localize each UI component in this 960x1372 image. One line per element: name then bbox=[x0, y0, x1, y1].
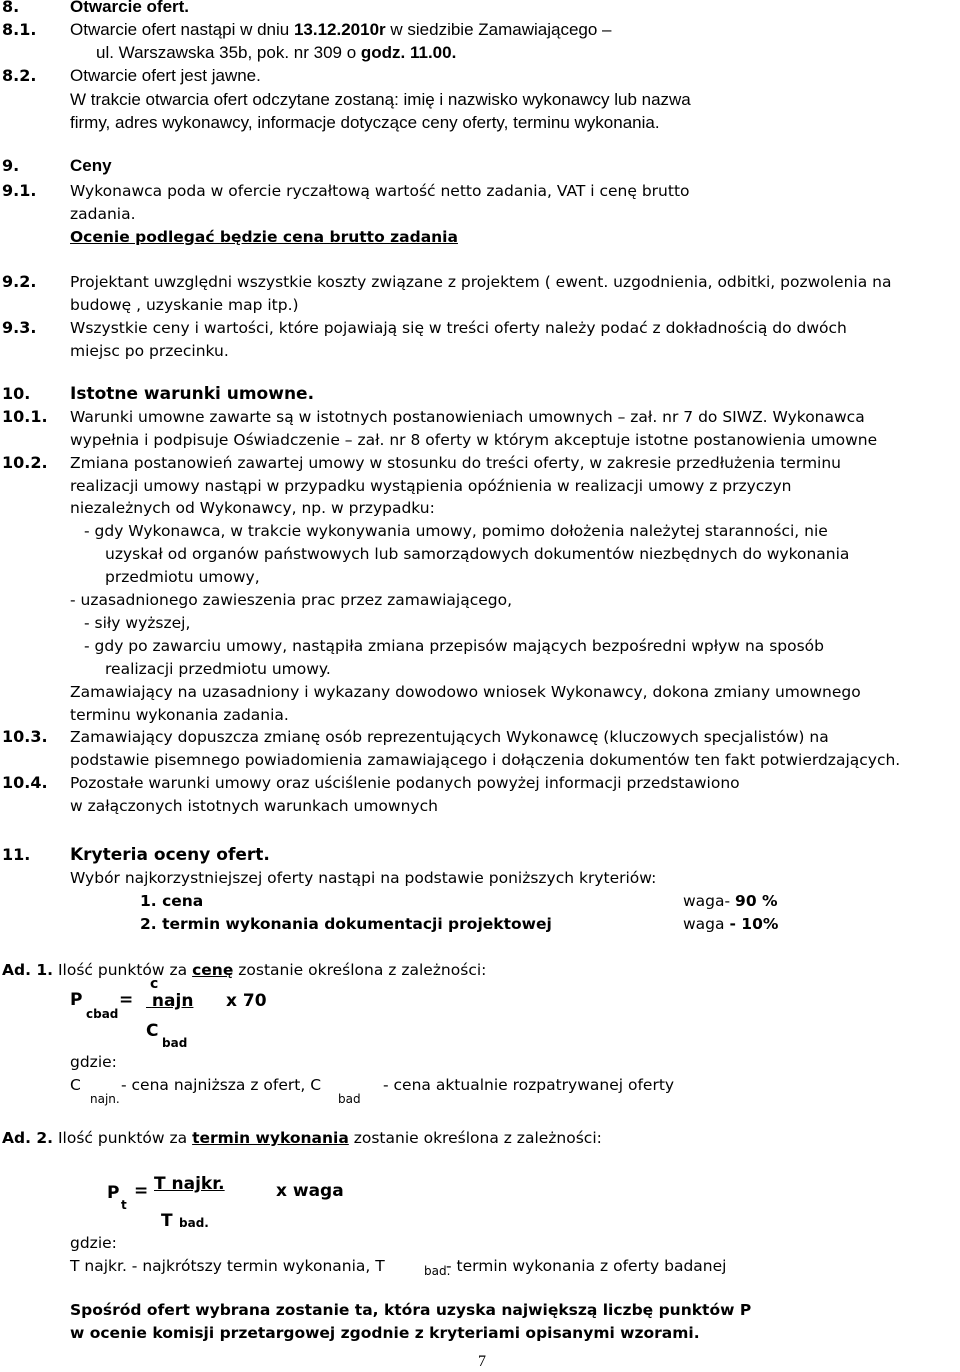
formula2-multiplier: x waga bbox=[276, 1181, 344, 1201]
criterion-2-label: 2. termin wykonania dokumentacji projektowej bbox=[140, 915, 552, 933]
formula2-denominator-subscript: bad. bbox=[179, 1216, 209, 1230]
item-10-4-text-line2: w załączonych istotnych warunkach umownych bbox=[70, 797, 438, 815]
item-10-2-number: 10.2. bbox=[2, 453, 48, 472]
ad1-legend: C bbox=[70, 1076, 81, 1094]
formula2-equals: = bbox=[134, 1181, 149, 1201]
page-number: 7 bbox=[478, 1353, 486, 1370]
criteria-intro: Wybór najkorzystniejszej oferty nastąpi na podstawie poniższych kryteriów: bbox=[70, 869, 657, 887]
item-10-1-number: 10.1. bbox=[2, 407, 48, 426]
ad2-legend-sub: bad. bbox=[424, 1264, 451, 1278]
bullet-3: - siły wyższej, bbox=[84, 614, 191, 632]
ad2-gdzie: gdzie: bbox=[70, 1234, 117, 1252]
item-8-2-text-line3: firmy, adres wykonawcy, informacje dotyczące ceny oferty, terminu wykonania. bbox=[70, 113, 660, 132]
item-10-2-text-line4: Zamawiający na uzasadniony i wykazany dowodowo wniosek Wykonawcy, dokona zmiany umownego bbox=[70, 683, 861, 701]
formula2-P: P bbox=[107, 1183, 120, 1203]
item-10-2-text-line5: terminu wykonania zadania. bbox=[70, 706, 289, 724]
item-9-3-text-line2: miejsc po przecinku. bbox=[70, 342, 229, 360]
criterion-1-weight: waga- 90 % bbox=[683, 892, 778, 910]
item-9-2-text-line1: Projektant uwzględni wszystkie koszty związane z projektem ( ewent. uzgodnienia, odbitki, pozwolenia na bbox=[70, 273, 892, 291]
criterion-2-weight: waga - 10% bbox=[683, 915, 779, 933]
item-10-4-number: 10.4. bbox=[2, 773, 48, 792]
bullet-1-line1: - gdy Wykonawca, w trakcie wykonywania umowy, pomimo dołożenia należytej staranności, nie bbox=[84, 522, 828, 540]
item-10-2-text-line2: realizacji umowy nastąpi w przypadku wystąpienia opóźnienia w realizacji umowy z przyczyn bbox=[70, 477, 792, 495]
ad2-heading: Ad. 2. Ilość punktów za termin wykonania zostanie określona z zależności: bbox=[2, 1129, 602, 1147]
item-9-1-emphasis: Ocenie podlegać będzie cena brutto zadania bbox=[70, 228, 458, 246]
bullet-4-line2: realizacji przedmiotu umowy. bbox=[105, 660, 331, 678]
item-10-1-text-line2: wypełnia i podpisuje Oświadczenie – zał. nr 8 oferty w którym akceptuje istotne postanowienia umowne bbox=[70, 431, 878, 449]
item-9-1-number: 9.1. bbox=[2, 181, 37, 200]
final-statement-line1: Spośród ofert wybrana zostanie ta, która uzyska największą liczbę punktów P bbox=[70, 1301, 752, 1319]
formula1-multiplier: x 70 bbox=[226, 991, 267, 1011]
ad1-gdzie: gdzie: bbox=[70, 1053, 117, 1071]
section-11-number: 11. bbox=[2, 845, 31, 864]
section-8-number: 8. bbox=[2, 0, 20, 16]
formula1-numerator: najn bbox=[151, 991, 194, 1011]
item-10-2-text-line3: niezależnych od Wykonawcy, np. w przypadku: bbox=[70, 499, 435, 517]
section-9-title: Ceny bbox=[70, 156, 112, 175]
bullet-1-line3: przedmiotu umowy, bbox=[105, 568, 260, 586]
section-10-number: 10. bbox=[2, 384, 31, 403]
item-9-2-text-line2: budowę , uzyskanie map itp.) bbox=[70, 296, 299, 314]
item-9-1-text-line1: Wykonawca poda w ofercie ryczałtową wartość netto zadania, VAT i cenę brutto bbox=[70, 182, 690, 200]
section-9-number: 9. bbox=[2, 156, 20, 175]
item-8-1-text: Otwarcie ofert nastąpi w dniu 13.12.2010r w siedzibie Zamawiającego – bbox=[70, 20, 612, 39]
formula1-top-c: c bbox=[150, 976, 159, 992]
item-8-1-text-line2: ul. Warszawska 35b, pok. nr 309 o godz. 11.00. bbox=[96, 43, 457, 62]
ad1-legend-sub2: bad bbox=[338, 1092, 361, 1106]
item-8-2-number: 8.2. bbox=[2, 66, 37, 85]
formula1-denominator-subscript: bad bbox=[162, 1036, 188, 1050]
formula1-denominator: C bbox=[146, 1021, 159, 1041]
item-9-3-text-line1: Wszystkie ceny i wartości, które pojawiają się w treści oferty należy podać z dokładnością do dwóch bbox=[70, 319, 847, 337]
item-9-1-text-line2: zadania. bbox=[70, 205, 136, 223]
ad1-legend-sub1: najn. bbox=[90, 1092, 120, 1106]
ad2-legend-text2: - termin wykonania z oferty badanej bbox=[446, 1257, 727, 1275]
bullet-2: - uzasadnionego zawieszenia prac przez zamawiającego, bbox=[70, 591, 512, 609]
section-8-title: Otwarcie ofert. bbox=[70, 0, 190, 16]
criterion-1-label: 1. cena bbox=[140, 892, 204, 910]
item-10-1-text-line1: Warunki umowne zawarte są w istotnych postanowieniach umownych – zał. nr 7 do SIWZ. Wykonawca bbox=[70, 408, 865, 426]
ad2-legend-text1: T najkr. - najkrótszy termin wykonania, T bbox=[70, 1257, 385, 1275]
item-10-4-text-line1: Pozostałe warunki umowy oraz uściślenie podanych powyżej informacji przedstawiono bbox=[70, 774, 740, 792]
ad1-legend-text2: - cena aktualnie rozpatrywanej oferty bbox=[383, 1076, 675, 1094]
item-10-3-number: 10.3. bbox=[2, 727, 48, 746]
formula1-P-subscript: cbad bbox=[86, 1007, 119, 1021]
item-8-2-text-line2: W trakcie otwarcia ofert odczytane zostaną: imię i nazwisko wykonawcy lub nazwa bbox=[70, 90, 691, 109]
item-8-2-text-line1: Otwarcie ofert jest jawne. bbox=[70, 66, 261, 85]
formula2-denominator: T bbox=[161, 1211, 173, 1231]
item-10-3-text-line2: podstawie pisemnego powiadomienia zamawiającego i dołączenia dokumentów ten fakt potwierdzających. bbox=[70, 751, 901, 769]
section-11-title: Kryteria oceny ofert. bbox=[70, 845, 270, 865]
formula1-equals: = bbox=[119, 990, 134, 1010]
item-10-3-text-line1: Zamawiający dopuszcza zmianę osób reprezentujących Wykonawcę (kluczowych specjalistów) na bbox=[70, 728, 829, 746]
final-statement-line2: w ocenie komisji przetargowej zgodnie z kryteriami opisanymi wzorami. bbox=[70, 1324, 700, 1342]
bullet-4-line1: - gdy po zawarciu umowy, nastąpiła zmiana przepisów mających bezpośredni wpływ na sposób bbox=[84, 637, 824, 655]
formula2-P-subscript: t bbox=[121, 1198, 127, 1212]
item-10-2-text-line1: Zmiana postanowień zawartej umowy w stosunku do treści oferty, w zakresie przedłużenia terminu bbox=[70, 454, 841, 472]
formula1-P: P bbox=[70, 990, 83, 1010]
formula2-numerator: T najkr. bbox=[154, 1174, 225, 1194]
item-8-1-number: 8.1. bbox=[2, 20, 37, 39]
item-9-3-number: 9.3. bbox=[2, 318, 37, 337]
bullet-1-line2: uzyskał od organów państwowych lub samorządowych dokumentów niezbędnych do wykonania bbox=[105, 545, 850, 563]
ad1-legend-text1: - cena najniższa z ofert, C bbox=[121, 1076, 322, 1094]
item-9-2-number: 9.2. bbox=[2, 272, 37, 291]
ad1-heading: Ad. 1. Ilość punktów za cenę zostanie określona z zależności: bbox=[2, 961, 487, 979]
section-10-title: Istotne warunki umowne. bbox=[70, 384, 315, 404]
